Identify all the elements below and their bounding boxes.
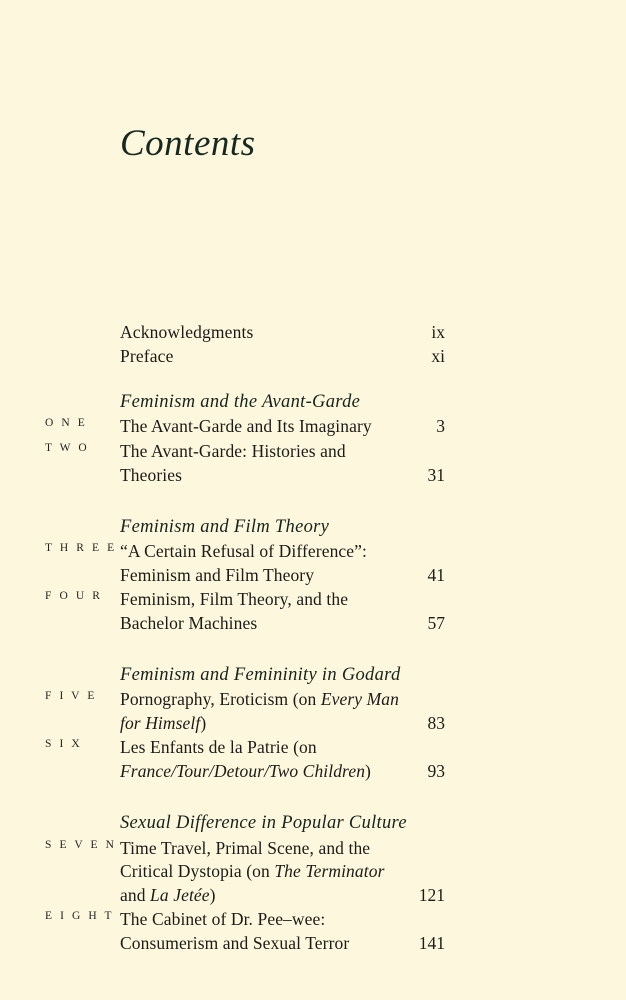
table-row[interactable] xyxy=(0,837,626,908)
table-row[interactable] xyxy=(0,908,626,955)
table-row[interactable] xyxy=(0,736,626,783)
chapter-title-line: The Cabinet of Dr. Pee–wee: xyxy=(120,909,326,929)
list-item[interactable] xyxy=(0,322,626,346)
list-item[interactable] xyxy=(0,346,626,370)
chapter-title-line: Time Travel, Primal Scene, and the xyxy=(120,837,371,858)
chapter-number: F O U R xyxy=(45,590,103,603)
part-heading: Feminism and Femininity in Godard xyxy=(120,665,401,686)
front-matter-label: Acknowledgments xyxy=(120,322,254,342)
chapter-number: E I G H T xyxy=(45,910,115,922)
chapter-title-line: Consumerism and Sexual Terror xyxy=(120,932,350,953)
part-heading: Feminism and the Avant-Garde xyxy=(120,392,361,412)
front-matter-group xyxy=(0,322,626,370)
front-matter-page-number: ix xyxy=(431,322,445,342)
part-section xyxy=(0,488,626,635)
part-section xyxy=(0,370,626,487)
part-section xyxy=(0,784,626,955)
chapter-title-line: Feminism and Film Theory xyxy=(120,564,315,585)
chapter-page-number: 41 xyxy=(427,564,445,585)
chapter-number: S I X xyxy=(45,738,83,751)
chapter-page-number: 141 xyxy=(418,932,445,953)
chapter-page-number: 3 xyxy=(436,416,445,437)
chapter-title-line: Bachelor Machines xyxy=(120,612,258,633)
table-row[interactable] xyxy=(0,440,626,487)
table-row[interactable] xyxy=(0,540,626,587)
toc-list xyxy=(0,322,626,956)
front-matter-page-number: xi xyxy=(431,346,445,366)
table-row[interactable] xyxy=(0,588,626,635)
table-row[interactable] xyxy=(0,688,626,735)
chapter-title-line: Pornography, Eroticism (on Every Man xyxy=(120,689,399,710)
chapter-title-line: for Himself) xyxy=(120,712,207,733)
chapter-title-line: France/Tour/Detour/Two Children) xyxy=(120,760,371,781)
chapter-title-line: Theories xyxy=(120,464,183,485)
chapter-page-number: 57 xyxy=(427,612,445,633)
page-title: Contents xyxy=(120,123,256,164)
chapter-page-number: 31 xyxy=(427,464,445,485)
chapter-title-line: and La Jetée) xyxy=(120,884,216,905)
part-section xyxy=(0,636,626,783)
chapter-number: T H R E E xyxy=(45,542,117,555)
chapter-title-line: The Avant-Garde and Its Imaginary xyxy=(120,416,372,437)
front-matter-label: Preface xyxy=(120,346,174,366)
chapter-title-line: The Avant-Garde: Histories and xyxy=(120,441,346,462)
chapter-page-number: 83 xyxy=(427,712,445,733)
chapter-number: T W O xyxy=(45,442,90,455)
chapter-title-line: Feminism, Film Theory, and the xyxy=(120,589,349,610)
chapter-title-line: “A Certain Refusal of Difference”: xyxy=(120,541,367,562)
chapter-page-number: 121 xyxy=(418,884,445,905)
table-row[interactable] xyxy=(0,415,626,439)
chapter-title-line: Les Enfants de la Patrie (on xyxy=(120,737,317,758)
chapter-title-line: Critical Dystopia (on The Terminator xyxy=(120,861,385,881)
chapter-number: O N E xyxy=(45,417,88,430)
chapter-number: F I V E xyxy=(45,690,97,703)
part-heading: Sexual Difference in Popular Culture xyxy=(120,813,407,834)
chapter-number: S E V E N xyxy=(45,838,117,851)
part-heading: Feminism and Film Theory xyxy=(120,517,330,538)
chapter-page-number: 93 xyxy=(427,760,445,781)
